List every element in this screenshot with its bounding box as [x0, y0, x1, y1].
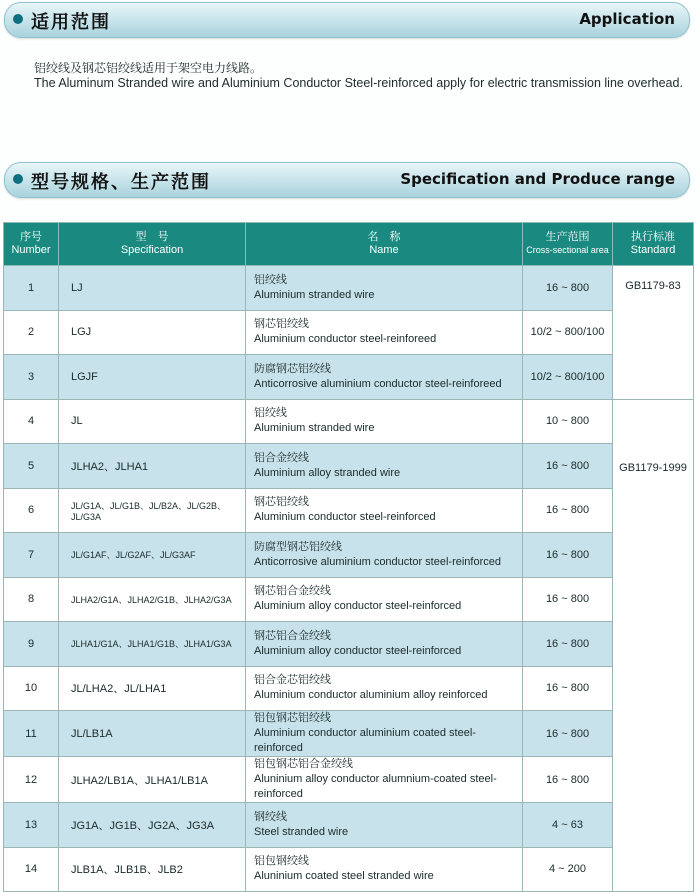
row-name	[246, 757, 523, 803]
bullet-icon	[13, 14, 23, 24]
row-name-en: Steel stranded wire	[254, 825, 349, 838]
specification-table	[3, 222, 694, 892]
row-range: 16 ~ 800	[523, 757, 613, 803]
row-name	[246, 399, 523, 444]
row-number: 10	[4, 666, 59, 711]
row-name	[246, 666, 523, 711]
row-name	[246, 355, 523, 400]
row-number: 2	[4, 310, 59, 355]
row-name-cn: 铝合金芯铝绞线	[254, 674, 331, 687]
bullet-icon	[13, 174, 23, 184]
row-standard: GB1179-1999	[613, 399, 694, 892]
table-row	[4, 803, 694, 848]
header-standard: 执行标准 Standard	[613, 223, 694, 266]
table-row	[4, 533, 694, 578]
table-row	[4, 266, 694, 311]
row-name-en: Anticorrosive aluminium conductor steel-reinforced	[254, 555, 501, 568]
row-name-en: Aluminium alloy conductor steel-reinforced	[254, 600, 462, 613]
row-specification: LGJF	[59, 355, 246, 400]
row-name-en: Aluminium stranded wire	[254, 288, 375, 301]
table-row	[4, 444, 694, 489]
row-range: 16 ~ 800	[523, 622, 613, 667]
row-name-en: Aluminium alloy conductor steel-reinforced	[254, 644, 462, 657]
row-name-en: Aluminium stranded wire	[254, 422, 375, 435]
row-number: 7	[4, 533, 59, 578]
row-name-en: Anticorrosive aluminium conductor steel-reinforeed	[254, 377, 502, 390]
row-specification: JL/G1A、JL/G1B、JL/B2A、JL/G2B、JL/G3A	[59, 488, 246, 533]
row-number: 4	[4, 399, 59, 444]
row-number: 8	[4, 577, 59, 622]
row-specification: LJ	[59, 266, 246, 311]
table-row	[4, 577, 694, 622]
row-number: 9	[4, 622, 59, 667]
row-name	[246, 444, 523, 489]
row-name-cn: 钢芯铝绞线	[254, 496, 309, 509]
row-name	[246, 847, 523, 892]
header-number: 序号 Number	[4, 223, 59, 266]
row-range: 10/2 ~ 800/100	[523, 310, 613, 355]
table-row	[4, 622, 694, 667]
row-specification: JL/LB1A	[59, 711, 246, 757]
row-range: 16 ~ 800	[523, 711, 613, 757]
row-name	[246, 622, 523, 667]
row-range: 16 ~ 800	[523, 666, 613, 711]
row-range: 16 ~ 800	[523, 533, 613, 578]
row-specification: JLHA2、JLHA1	[59, 444, 246, 489]
row-range: 16 ~ 800	[523, 444, 613, 489]
row-number: 11	[4, 711, 59, 757]
row-range: 4 ~ 200	[523, 847, 613, 892]
row-name-en: Aluninium coated steel stranded wire	[254, 870, 434, 883]
section-title-cn: 适用范围	[31, 12, 111, 33]
table-row	[4, 355, 694, 400]
row-name-cn: 铝绞线	[254, 407, 287, 420]
row-number: 13	[4, 803, 59, 848]
row-specification: JG1A、JG1B、JG2A、JG3A	[59, 803, 246, 848]
row-specification: JL/G1AF、JL/G2AF、JL/G3AF	[59, 533, 246, 578]
row-name	[246, 533, 523, 578]
row-number: 14	[4, 847, 59, 892]
row-name-en: Aluninium alloy conductor alumnium-coated steel-reinforced	[254, 773, 497, 800]
row-number: 12	[4, 757, 59, 803]
row-range: 16 ~ 800	[523, 577, 613, 622]
row-name-cn: 钢绞线	[254, 810, 287, 823]
table-row	[4, 711, 694, 757]
row-name-en: Aluminium conductor aluminium alloy reinforced	[254, 689, 488, 702]
row-name	[246, 577, 523, 622]
table-row	[4, 399, 694, 444]
row-specification: JLHA1/G1A、JLHA1/G1B、JLHA1/G3A	[59, 622, 246, 667]
row-range: 16 ~ 800	[523, 488, 613, 533]
row-name-cn: 防腐钢芯铝绞线	[254, 362, 331, 375]
row-range: 16 ~ 800	[523, 266, 613, 311]
table-header-row	[4, 223, 694, 266]
header-name: 名 称 Name	[246, 223, 523, 266]
row-specification: LGJ	[59, 310, 246, 355]
row-specification: JLB1A、JLB1B、JLB2	[59, 847, 246, 892]
row-number: 1	[4, 266, 59, 311]
row-name-cn: 防腐型钢芯铝绞线	[254, 540, 342, 553]
row-name-en: Aluminium conductor aluminium coated steel-reinforced	[254, 727, 476, 754]
row-specification: JLHA2/G1A、JLHA2/G1B、JLHA2/G3A	[59, 577, 246, 622]
row-name	[246, 310, 523, 355]
row-specification: JL/LHA2、JL/LHA1	[59, 666, 246, 711]
header-range: 生产范围 Cross-sectional area	[523, 223, 613, 266]
row-name-cn: 铝包钢芯铝绞线	[254, 712, 331, 724]
row-name-en: Aluminium conductor steel-reinforeed	[254, 333, 437, 346]
row-number: 6	[4, 488, 59, 533]
row-number: 5	[4, 444, 59, 489]
row-number: 3	[4, 355, 59, 400]
row-name-cn: 钢芯铝合金绞线	[254, 585, 331, 598]
intro-text-cn: 铝绞线及钢芯铝绞线适用于架空电力线路。	[34, 61, 263, 75]
row-standard: GB1179-83	[613, 266, 694, 400]
specification-banner	[4, 162, 690, 198]
row-name-en: Aluminium conductor steel-reinforced	[254, 511, 436, 524]
table-row	[4, 310, 694, 355]
row-name-cn: 铝合金绞线	[254, 451, 309, 464]
row-name	[246, 711, 523, 757]
table-row	[4, 666, 694, 711]
row-name-cn: 铝包钢绞线	[254, 855, 309, 868]
row-name-cn: 铝包钢芯铝合金绞线	[254, 758, 353, 770]
row-name-cn: 钢芯铝合金绞线	[254, 629, 331, 642]
row-name	[246, 488, 523, 533]
table-row	[4, 488, 694, 533]
row-range: 4 ~ 63	[523, 803, 613, 848]
row-range: 10/2 ~ 800/100	[523, 355, 613, 400]
section-title-cn: 型号规格、生产范围	[31, 172, 211, 193]
row-name	[246, 266, 523, 311]
row-name-cn: 钢芯铝绞线	[254, 318, 309, 331]
row-name-en: Aluminium alloy stranded wire	[254, 466, 401, 479]
row-specification: JL	[59, 399, 246, 444]
section-title-en: Application	[579, 10, 675, 28]
row-specification: JLHA2/LB1A、JLHA1/LB1A	[59, 757, 246, 803]
section-title-en: Specification and Produce range	[400, 170, 675, 188]
row-name	[246, 803, 523, 848]
row-range: 10 ~ 800	[523, 399, 613, 444]
application-banner	[4, 2, 690, 38]
table-row	[4, 847, 694, 892]
header-specification: 型 号 Specification	[59, 223, 246, 266]
table-row	[4, 757, 694, 803]
intro-text-en: The Aluminum Stranded wire and Aluminium Conductor Steel-reinforced apply for electric transmission line overhead.	[34, 76, 683, 90]
row-name-cn: 铝绞线	[254, 273, 287, 286]
